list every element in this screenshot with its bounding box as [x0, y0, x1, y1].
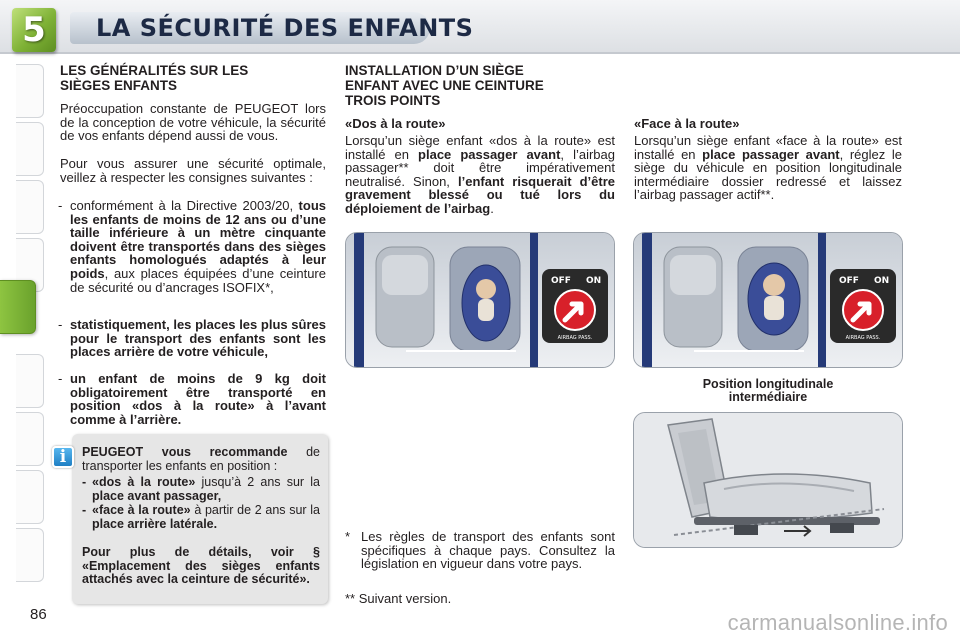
- bullet-under-9kg: - un enfant de moins de 9 kg doit obligatoirement être transporté en position «dos à la route» à l’avant comme à l’arrière.: [58, 371, 326, 427]
- door-frame: [642, 233, 652, 368]
- chapter-index-tab[interactable]: [16, 64, 44, 118]
- rear-facing-mid: , l’airbag passager** doit être impérativement neutralisé. Sinon,: [345, 146, 615, 189]
- door-frame: [530, 233, 538, 368]
- chapter-index-tab-active[interactable]: [0, 280, 36, 334]
- forward-facing-post: , réglez le siège du véhicule en position longitudinale intermédiaire dossier redressé et laissez l’airbag passager actif**.: [634, 146, 902, 203]
- seat-position-caption: [634, 378, 902, 404]
- recommendation-lead-bold: PEUGEOT vous recommande: [82, 445, 288, 459]
- footnote-marker: **: [345, 591, 356, 606]
- bullet-under-9kg-text: un enfant de moins de 9 kg doit obligatoirement être transporté en position «dos à la route» à l’avant comme à l’arrière.: [70, 371, 326, 427]
- seat-cushion: [704, 474, 872, 520]
- chapter-index-tab[interactable]: [16, 180, 44, 234]
- section-title-general: [60, 63, 248, 93]
- door-frame: [818, 233, 826, 368]
- section-title-line: INSTALLATION D’UN SIÈGE: [345, 63, 524, 78]
- rear-facing-end: .: [490, 200, 494, 216]
- bullet-directive-bold: tous les enfants de moins de 12 ans ou d’une taille inférieure à un mètre cinquante doivent être transportés dans des sièges enfants homologués adaptés à leur poids: [70, 198, 326, 281]
- header-rule: [0, 52, 960, 54]
- chapter-index-tab[interactable]: [16, 412, 44, 466]
- footnote-country-rules: [345, 530, 615, 571]
- footnote-text: Les règles de transport des enfants sont spécifiques à chaque pays. Consultez la législation en vigueur dans votre pays.: [361, 529, 615, 572]
- footnote-marker: *: [345, 529, 351, 544]
- bullet-directive: - conformément à la Directive 2003/20, tous les enfants de moins de 12 ans ou d’une taille inférieure à un mètre cinquante doivent être transportés dans des sièges enfants homologués adaptés à leur poids, aux places équipées d’une ceinture de sécurité ou d’ancrages ISOFIX*,: [58, 198, 326, 295]
- chapter-index-tab[interactable]: [16, 354, 44, 408]
- footnote-version: [345, 592, 615, 606]
- chapter-number: 5: [22, 10, 46, 50]
- rear-facing-bold1: place passager avant: [418, 146, 561, 162]
- seat-side-illustration: [633, 412, 903, 548]
- recommendation-closing: Pour plus de détails, voir § «Emplacement des sièges enfants attachés avec la ceinture de sécurité».: [82, 545, 320, 586]
- section-title-line: LES GÉNÉRALITÉS SUR LES: [60, 63, 249, 78]
- switch-sub-label: AIRBAG PASS.: [557, 335, 593, 341]
- forward-facing-bold: place passager avant: [702, 146, 840, 162]
- rear-facing-paragraph: [345, 134, 615, 216]
- section-title-line: TROIS POINTS: [345, 93, 441, 108]
- caption-line: Position longitudinale: [702, 377, 834, 391]
- item-rear-facing-end: ,: [217, 488, 222, 503]
- forward-facing-paragraph: [634, 134, 902, 202]
- item-rear-facing-bold2: place avant passager: [92, 488, 218, 503]
- item-forward-facing-rest: à partir de 2 ans sur la: [190, 503, 320, 517]
- chapter-index: [0, 64, 44, 576]
- bullet-safest-seats-text: statistiquement, les places les plus sûres pour le transport des enfants sont les places arrière de votre véhicule,: [70, 317, 326, 360]
- bullet-directive-pre: conformément à la Directive 2003/20,: [70, 198, 294, 213]
- chapter-index-tab[interactable]: [16, 470, 44, 524]
- forward-facing-illustration: [633, 232, 903, 368]
- child-figure: [763, 274, 785, 296]
- switch-on-label: ON: [874, 276, 890, 286]
- child-figure: [476, 279, 496, 299]
- recommendation-item-forward-facing: - «face à la route» à partir de 2 ans sur la place arrière latérale.: [82, 503, 320, 531]
- section-title-line: SIÈGES ENFANTS: [60, 78, 178, 93]
- footnote-text: Suivant version.: [358, 591, 452, 606]
- switch-sub-label: AIRBAG PASS.: [845, 335, 881, 341]
- chapter-index-tab[interactable]: [16, 122, 44, 176]
- info-icon: i: [52, 446, 74, 468]
- chapter-index-tab[interactable]: [16, 528, 44, 582]
- advice-paragraph: Pour vous assurer une sécurité optimale, veillez à respecter les consignes suivantes :: [60, 156, 326, 185]
- switch-off-label: OFF: [551, 276, 571, 286]
- intro-paragraph: Préoccupation constante de PEUGEOT lors de la conception de votre véhicule, la sécurité de vos enfants dépend aussi de vous.: [60, 101, 326, 144]
- item-rear-facing-bold: «dos à la route»: [92, 475, 196, 489]
- rear-facing-heading: «Dos à la route»: [345, 116, 446, 131]
- recommendation-lead: [82, 446, 320, 473]
- section-title-installation: [345, 63, 544, 108]
- page-number: 86: [30, 606, 47, 623]
- rear-facing-pre: Lorsqu’un siège enfant «dos à la route» est installé en: [345, 133, 615, 162]
- section-title-line: ENFANT AVEC UNE CEINTURE: [345, 78, 544, 93]
- recommendation-item-rear-facing: - «dos à la route» jusqu’à 2 ans sur la place avant passager,: [82, 475, 320, 503]
- bullet-safest-seats: - statistiquement, les places les plus sûres pour le transport des enfants sont les places arrière de votre véhicule,: [58, 317, 326, 360]
- bullet-directive-post: , aux places équipées d’une ceinture de sécurité ou d’ancrages ISOFIX*,: [70, 265, 326, 295]
- item-rear-facing-rest: jusqu’à 2 ans sur la: [195, 475, 320, 489]
- switch-on-label: ON: [586, 276, 602, 286]
- item-forward-facing-end: .: [213, 516, 218, 531]
- caption-line: intermédiaire: [728, 390, 808, 404]
- forward-facing-heading: «Face à la route»: [634, 116, 740, 131]
- item-forward-facing-bold2: place arrière latérale: [92, 516, 214, 531]
- door-frame: [354, 233, 364, 368]
- page-title: LA SÉCURITÉ DES ENFANTS: [96, 14, 474, 42]
- recommendation-lead-rest: de transporter les enfants en position :: [82, 445, 320, 473]
- rear-facing-bold2: l’enfant risquerait d’être gravement blessé ou tué lors du déploiement de l’airbag: [345, 173, 615, 216]
- rear-facing-illustration: [345, 232, 615, 368]
- watermark: carmanualsonline.info: [727, 610, 948, 635]
- switch-off-label: OFF: [839, 276, 859, 286]
- forward-facing-pre: Lorsqu’un siège enfant «face à la route» est installé en: [634, 133, 902, 162]
- item-forward-facing-bold: «face à la route»: [92, 503, 191, 517]
